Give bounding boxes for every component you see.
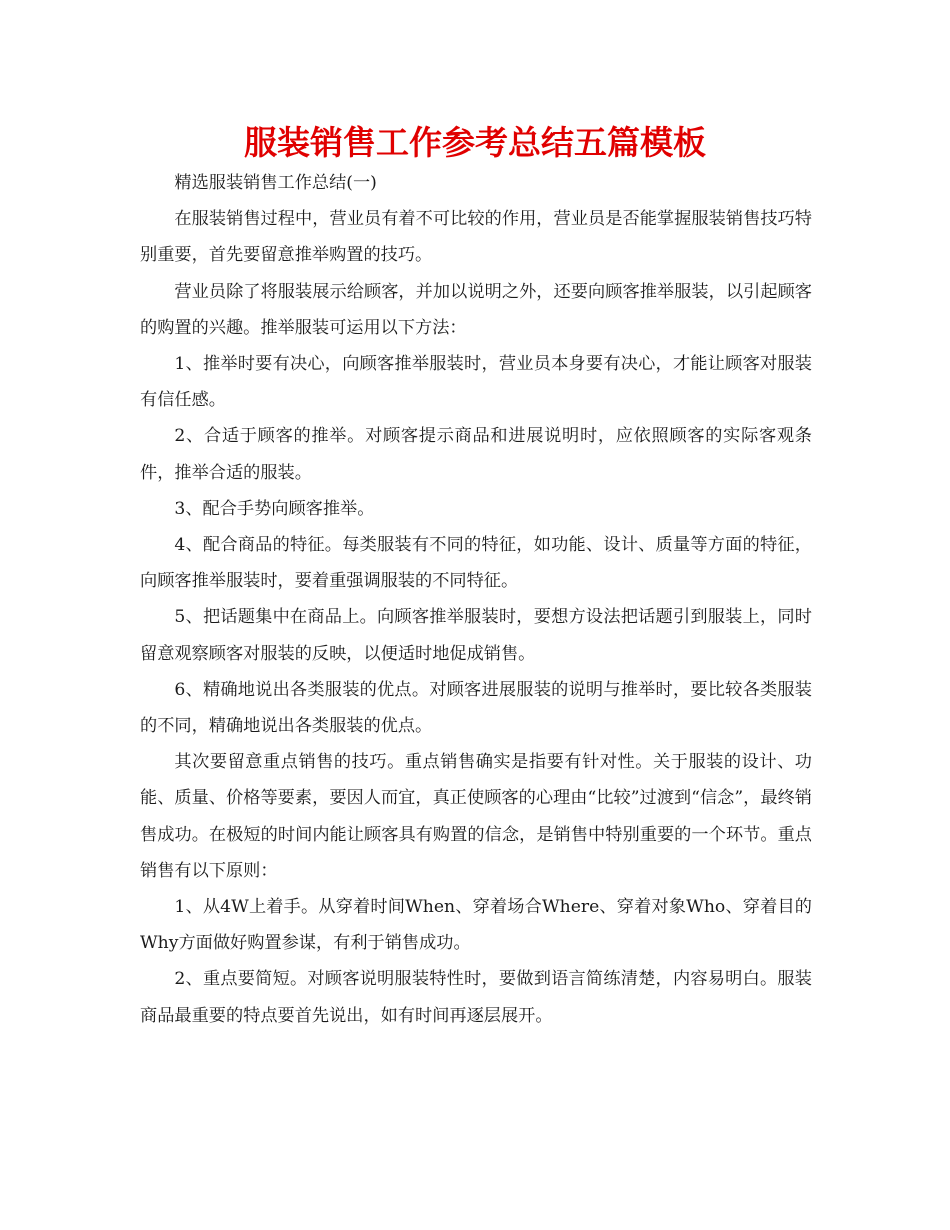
section-heading: 精选服装销售工作总结(一) — [174, 173, 377, 193]
paragraph: 营业员除了将服装展示给顾客，并加以说明之外，还要向顾客推举服装，以引起顾客的购置的兴趣。推举服装可运用以下方法： — [140, 281, 812, 338]
list-item: 1、从4W上着手。从穿着时间When、穿着场合Where、穿着对象Who、穿着目的Why方面做好购置参谋，有利于销售成功。 — [140, 897, 812, 954]
list-item: 2、重点要简短。对顾客说明服装特性时，要做到语言简练清楚，内容易明白。服装商品最重要的特点要首先说出，如有时间再逐层展开。 — [140, 969, 812, 1026]
document-title: 服装销售工作参考总结五篇模板 — [244, 123, 706, 162]
paragraph: 其次要留意重点销售的技巧。重点销售确实是指要有针对性。关于服装的设计、功能、质量、价格等要素，要因人而宜，真正使顾客的心理由“比较”过渡到“信念”，最终销售成功。在极短的时间内能让顾客具有购置的信念，是销售中特别重要的一个环节。重点销售有以下原则： — [140, 752, 812, 881]
list-item: 4、配合商品的特征。每类服装有不同的特征，如功能、设计、质量等方面的特征，向顾客推举服装时，要着重强调服装的不同特征。 — [140, 535, 812, 592]
paragraph: 在服装销售过程中，营业员有着不可比较的作用，营业员是否能掌握服装销售技巧特别重要，首先要留意推举购置的技巧。 — [140, 209, 812, 266]
list-item: 2、合适于顾客的推举。对顾客提示商品和进展说明时，应依照顾客的实际客观条件，推举合适的服装。 — [140, 426, 812, 483]
list-item: 1、推举时要有决心，向顾客推举服装时，营业员本身要有决心，才能让顾客对服装有信任感。 — [140, 354, 812, 411]
list-item: 5、把话题集中在商品上。向顾客推举服装时，要想方设法把话题引到服装上，同时留意观察顾客对服装的反映，以便适时地促成销售。 — [140, 607, 812, 664]
list-item: 6、精确地说出各类服装的优点。对顾客进展服装的说明与推举时，要比较各类服装的不同，精确地说出各类服装的优点。 — [140, 679, 812, 737]
list-item: 3、配合手势向顾客推举。 — [174, 498, 375, 519]
document-body — [140, 165, 812, 1034]
